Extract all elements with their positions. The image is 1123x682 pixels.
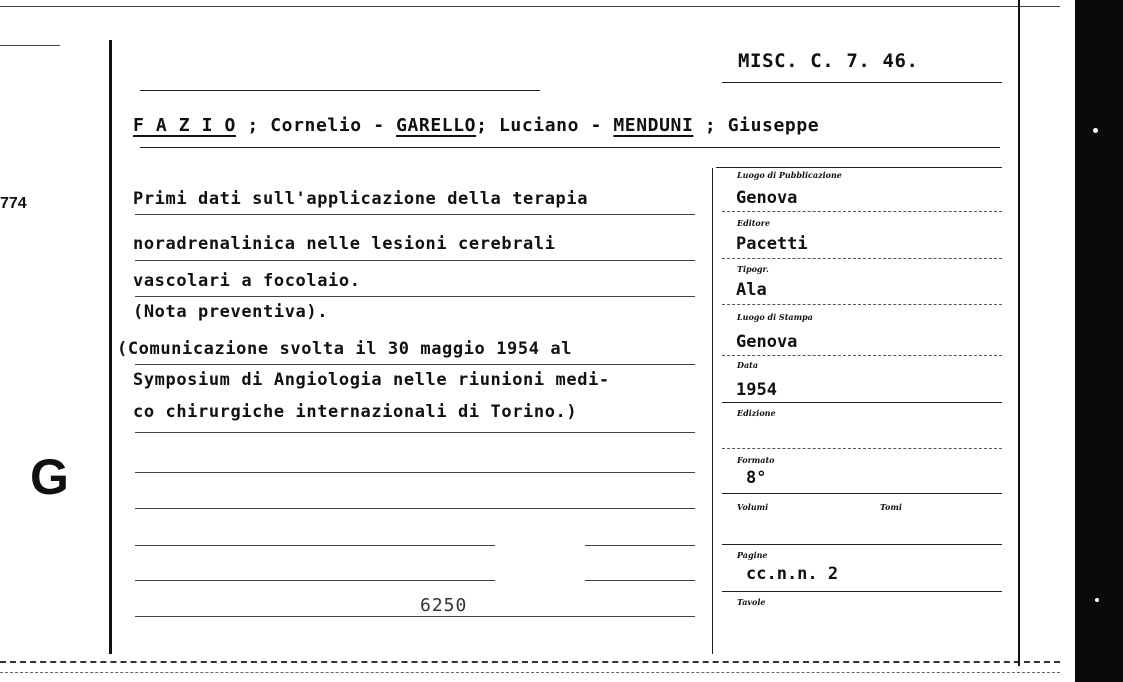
blank-rule (585, 580, 695, 581)
bottom-edge-line (0, 661, 1060, 663)
author-rule (140, 147, 1000, 148)
field-label-tomes: Tomi (880, 502, 902, 512)
title-line: (Comunicazione svolta il 30 maggio 1954 al (117, 339, 573, 359)
field-rule (722, 544, 1002, 545)
title-line: Symposium di Angiologia nelle riunioni medi- (133, 370, 610, 390)
title-line: noradrenalinica nelle lesioni cerebrali (133, 234, 556, 254)
field-label-pages: Pagine (737, 550, 768, 560)
field-printer: Ala (736, 280, 767, 300)
margin-number: 774 (0, 195, 27, 212)
field-rule (722, 258, 1002, 259)
call-number-rule (722, 82, 1002, 83)
scan-speck (1093, 128, 1098, 133)
field-print-place: Genova (736, 332, 798, 352)
author-given-2: ; Luciano (476, 115, 580, 136)
field-rule (722, 304, 1002, 305)
author-surname-1: F A Z I O (133, 115, 236, 136)
fields-top-rule (716, 167, 1002, 168)
title-rule (135, 364, 695, 365)
field-rule (722, 591, 1002, 592)
field-rule (722, 493, 1002, 494)
blank-rule (135, 472, 695, 473)
blank-rule (135, 508, 695, 509)
field-pages: cc.n.n. 2 (746, 564, 839, 584)
field-label-publisher: Editore (737, 218, 771, 228)
blank-rule (135, 580, 495, 581)
left-edge-mark (0, 45, 60, 46)
author-separator: - (590, 115, 602, 136)
field-label-plates: Tavole (737, 597, 766, 607)
card-right-border (1018, 0, 1020, 666)
field-label-printer: Tipogr. (737, 264, 769, 274)
blank-rule (135, 545, 495, 546)
author-given-3: ; Giuseppe (704, 115, 820, 136)
field-rule (722, 355, 1002, 356)
call-number: MISC. C. 7. 46. (738, 50, 919, 72)
field-label-edition: Edizione (737, 408, 776, 418)
field-rule (722, 211, 1002, 212)
field-label-date: Data (737, 360, 758, 370)
author-line (133, 115, 819, 136)
header-rule (140, 90, 540, 91)
card-left-border (109, 40, 112, 654)
title-line: (Nota preventiva). (133, 302, 329, 322)
author-given-1: ; Cornelio (247, 115, 362, 136)
title-line: co chirurgiche internazionali di Torino.) (133, 402, 578, 422)
title-line: Primi dati sull'applicazione della terapia (133, 189, 589, 209)
accession-number: 6250 (420, 595, 468, 616)
title-rule (135, 214, 695, 215)
blank-rule (135, 616, 695, 617)
field-place: Genova (736, 188, 798, 208)
scan-edge-shadow (1075, 0, 1123, 682)
scan-speck (1095, 598, 1099, 602)
field-label-format: Formato (737, 455, 775, 465)
author-surname-3: MENDUNI (613, 115, 694, 136)
field-rule (722, 402, 1002, 403)
field-publisher: Pacetti (736, 234, 808, 254)
field-label-print-place: Luogo di Stampa (737, 312, 813, 322)
blank-rule (585, 545, 695, 546)
title-rule (135, 432, 695, 433)
author-separator: - (373, 115, 385, 136)
title-line: vascolari a focolaio. (133, 271, 361, 291)
fields-divider (712, 168, 713, 654)
author-surname-2: GARELLO (396, 115, 477, 136)
field-label-volumes: Volumi (737, 502, 769, 512)
title-rule (135, 260, 695, 261)
field-label-place: Luogo di Pubblicazione (737, 170, 842, 180)
field-format: 8° (746, 468, 767, 488)
margin-letter: G (30, 449, 69, 505)
title-rule (135, 296, 695, 297)
top-edge-line (0, 6, 1060, 7)
field-date: 1954 (736, 380, 777, 400)
field-rule (722, 448, 1002, 449)
bottom-edge-line-2 (0, 672, 1060, 673)
